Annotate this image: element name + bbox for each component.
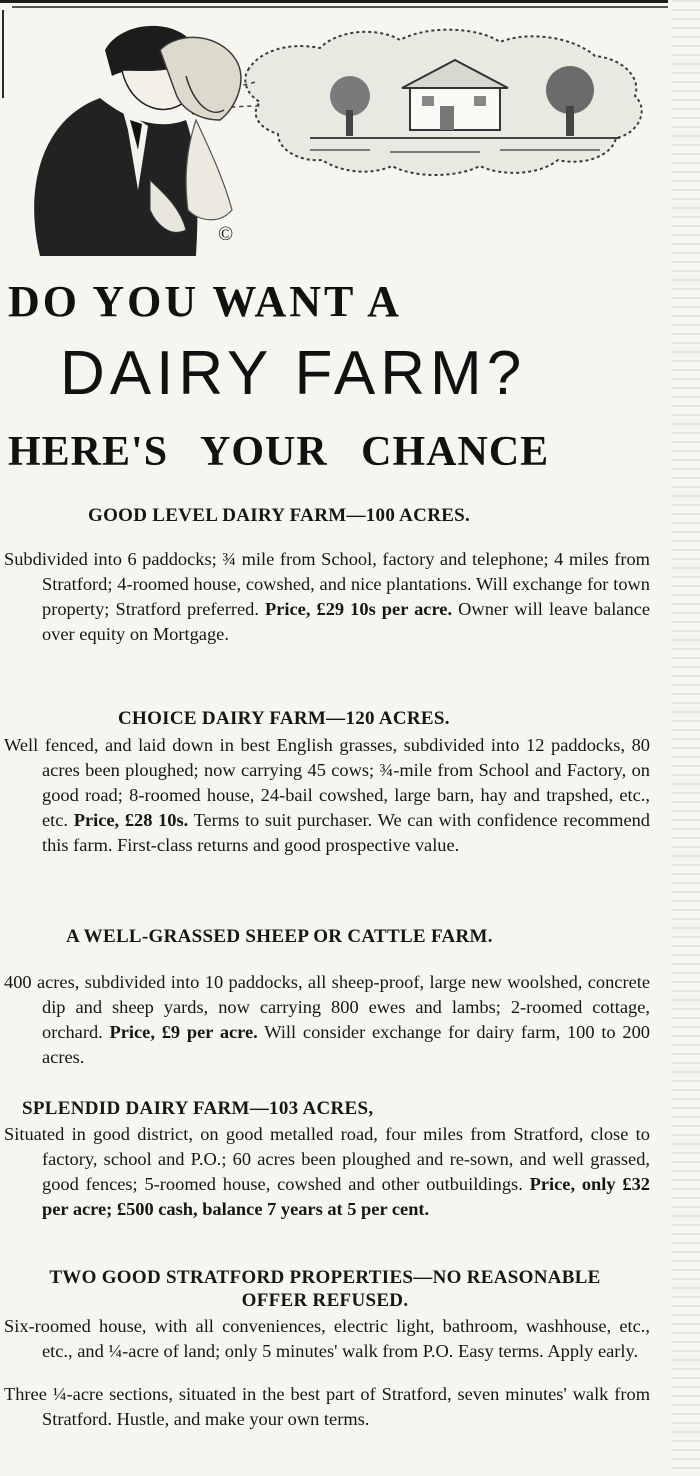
top-rule-secondary bbox=[12, 6, 668, 8]
listing-title: SPLENDID DAIRY FARM—103 ACRES, bbox=[22, 1098, 374, 1119]
vision-cloud bbox=[245, 30, 641, 175]
copyright-mark: © bbox=[218, 223, 234, 245]
listing-description: Subdivided into 6 paddocks; ¾ mile from School, factory and telephone; 4 miles from Stratford; 4-roomed house, cowshed, and nice plantations. Will exchange for town property; Stratford preferred. Price, £29 10s per acre. Owner will leave balance over equity on Mortgage. bbox=[4, 549, 650, 644]
listing-sheep-or-cattle-farm bbox=[0, 926, 650, 1070]
listing-title: CHOICE DAIRY FARM—120 ACRES. bbox=[118, 708, 450, 729]
listing-title: GOOD LEVEL DAIRY FARM—100 ACRES. bbox=[88, 505, 471, 526]
listing-description: Six-roomed house, with all conveniences, electric light, bathroom, washhouse, etc., etc., and ¼-acre of land; only 5 minutes' walk from P.O. Easy terms. Apply early. bbox=[4, 1316, 650, 1361]
listing-title: A WELL-GRASSED SHEEP OR CATTLE FARM. bbox=[66, 926, 493, 947]
listing-splendid-dairy-farm bbox=[0, 1098, 650, 1222]
page-edge-speckle bbox=[672, 0, 700, 1476]
listing-description: Situated in good district, on good metalled road, four miles from Stratford, close to factory, school and P.O.; 60 acres been ploughed and re-sown, and well grassed, good fences; 5-roomed house, cowshed and other outbuildings. Price, only £32 per acre; £500 cash, balance 7 years at 5 per cent. bbox=[4, 1124, 650, 1219]
headline-line-1: DO YOU WANT A bbox=[8, 277, 402, 326]
headline-line-2: DAIRY FARM? bbox=[60, 339, 527, 408]
headline-line-3: HERE'S YOUR CHANCE bbox=[8, 429, 550, 475]
listing-title: TWO GOOD STRATFORD PROPERTIES—NO REASONABLE OFFER REFUSED. bbox=[49, 1267, 601, 1311]
listing-two-stratford-properties bbox=[0, 1266, 650, 1432]
listing-description: Three ¼-acre sections, situated in the best part of Stratford, seven minutes' walk from Stratford. Hustle, and make your own terms. bbox=[4, 1384, 650, 1429]
left-rule bbox=[2, 10, 4, 98]
listing-good-level-dairy-farm bbox=[0, 505, 650, 647]
listing-description: 400 acres, subdivided into 10 paddocks, all sheep-proof, large new woolshed, concrete dip and sheep yards, now carrying 800 ewes and lambs; 2-roomed cottage, orchard. Price, £9 per acre. Will consider exchange for dairy farm, 100 to 200 acres. bbox=[4, 972, 650, 1067]
couple-dreaming-illustration bbox=[10, 10, 670, 256]
top-rule bbox=[0, 0, 668, 3]
listing-description: Well fenced, and laid down in best English grasses, subdivided into 12 paddocks, 80 acres been ploughed; now carrying 45 cows; ¾-mile from School and Factory, on good road; 8-roomed house, 24-bail cowshed, large barn, hay and trapshed, etc., etc. Price, £28 10s. Terms to suit purchaser. We can with confidence recommend this farm. First-class returns and good prospective value. bbox=[4, 735, 650, 855]
listing-choice-dairy-farm bbox=[0, 708, 650, 858]
